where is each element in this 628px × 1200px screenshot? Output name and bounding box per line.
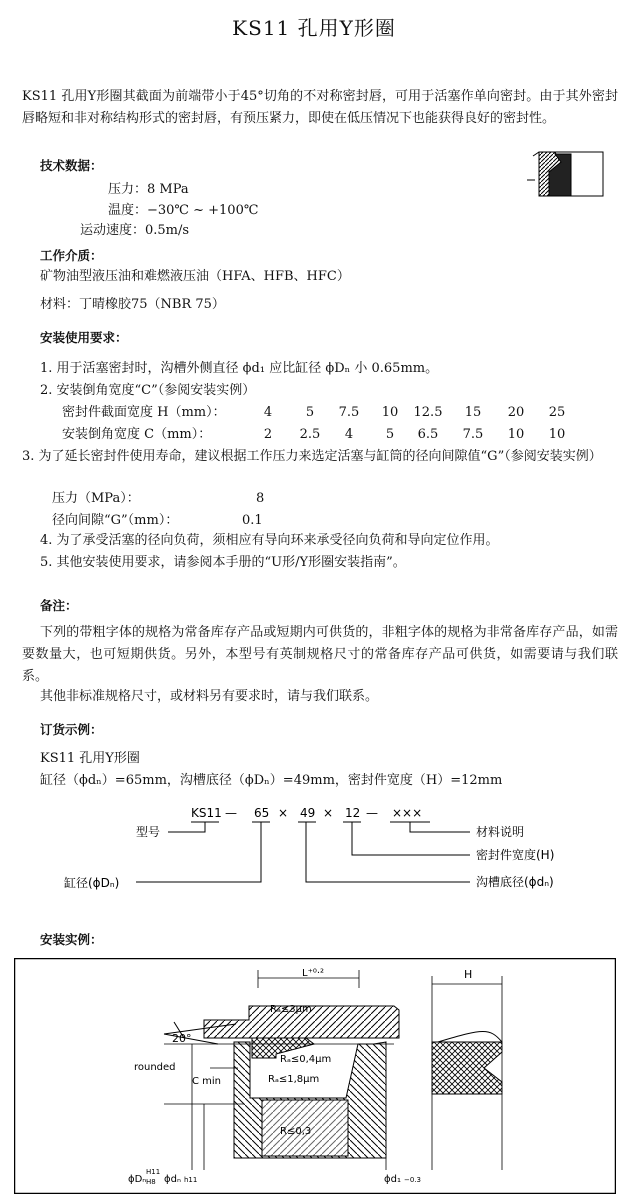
code-times-2: × bbox=[323, 806, 334, 820]
table-row-c bbox=[0, 426, 628, 444]
install-item-5: 5. 其他安装使用要求，请参阅本手册的“U形/Y形圈安装指南”。 bbox=[40, 555, 406, 570]
table-cell: 10 bbox=[381, 405, 399, 420]
tech-pressure: 压力：8 MPa bbox=[108, 182, 189, 197]
material-text: 材料：丁晴橡胶75（NBR 75） bbox=[40, 297, 225, 312]
label-r-03: R≤0,3 bbox=[280, 1126, 312, 1137]
label-bore: 缸径(ϕDₙ) bbox=[64, 876, 120, 890]
table-cell: 7.5 bbox=[462, 427, 484, 442]
page-title: KS11 孔用Y形圈 bbox=[232, 16, 396, 40]
table-cell: 20 bbox=[507, 405, 525, 420]
table-cell: 15 bbox=[464, 405, 482, 420]
table-cell: 2.5 bbox=[299, 427, 321, 442]
code-groove-value: 49 bbox=[300, 806, 316, 820]
gap-value: 0.1 bbox=[242, 513, 263, 528]
table-cell: 10 bbox=[548, 427, 566, 442]
install-heading: 安装使用要求： bbox=[40, 330, 128, 345]
medium-text: 矿物油型液压油和难燃液压油（HFA、HFB、HFC） bbox=[40, 269, 350, 284]
code-dash-1: — bbox=[225, 806, 237, 820]
label-ra-18: Rₐ≤1,8μm bbox=[268, 1074, 320, 1085]
label-material: 材料说明 bbox=[476, 825, 525, 839]
label-dnh-tol: h11 bbox=[184, 1176, 198, 1184]
label-rounded: rounded bbox=[134, 1062, 176, 1073]
table-cell: 4 bbox=[344, 427, 354, 442]
gap-label: 径向间隙“G”（mm）： bbox=[52, 513, 179, 528]
example-heading: 安装实例： bbox=[40, 932, 103, 947]
label-model: 型号 bbox=[136, 825, 161, 839]
code-dash-2: — bbox=[366, 806, 378, 820]
code-material-value: ××× bbox=[392, 806, 423, 820]
notes-heading: 备注： bbox=[40, 598, 78, 613]
table-cell: 4 bbox=[263, 405, 273, 420]
label-width: 密封件宽度(H) bbox=[476, 848, 555, 862]
table-row-h bbox=[0, 404, 628, 422]
label-L: L⁺⁰·² bbox=[302, 968, 325, 979]
install-item-1: 1. 用于活塞密封时，沟槽外侧直径 ϕd₁ 应比缸径 ϕDₙ 小 0.65mm。 bbox=[40, 361, 439, 376]
pressure-value: 8 bbox=[256, 491, 265, 506]
label-dn-tol: H11 bbox=[146, 1168, 161, 1176]
install-item-3: 3. 为了延长密封件使用寿命，建议根据工作压力来选定活塞与缸筒的径向间隙值“G”（参阅安装实例） bbox=[22, 449, 602, 464]
label-ra-04: Rₐ≤0,4μm bbox=[280, 1054, 332, 1065]
tech-temperature: 温度：−30℃ ~ +100℃ bbox=[108, 203, 259, 218]
tech-speed: 运动速度：0.5m/s bbox=[80, 223, 190, 238]
table-row-label-h: 密封件截面宽度 H（mm）： bbox=[62, 405, 226, 420]
label-d1: ϕd₁ bbox=[384, 1174, 401, 1185]
table-cell: 10 bbox=[507, 427, 525, 442]
table-cell: 25 bbox=[548, 405, 566, 420]
label-groove: 沟槽底径(ϕdₙ) bbox=[476, 875, 554, 889]
order-heading: 订货示例： bbox=[40, 722, 103, 737]
installation-drawing bbox=[14, 958, 616, 1194]
code-model: KS11 bbox=[191, 806, 222, 820]
table-cell: 2 bbox=[263, 427, 273, 442]
order-code-diagram bbox=[0, 796, 628, 906]
notes-paragraph-2: 其他非标准规格尺寸，或材料另有要求时，请与我们联系。 bbox=[40, 689, 379, 704]
install-item-4: 4. 为了承受活塞的径向负荷，须相应有导向环来承受径向负荷和导向定位作用。 bbox=[40, 533, 499, 548]
label-angle: 20° bbox=[172, 1032, 192, 1045]
code-bore-value: 65 bbox=[254, 806, 270, 820]
tech-data-heading: 技术数据： bbox=[40, 158, 103, 173]
label-cmin: C min bbox=[192, 1076, 222, 1087]
seal-thumbnail-image bbox=[525, 146, 605, 206]
table-cell: 5 bbox=[305, 405, 315, 420]
table-cell: 6.5 bbox=[417, 427, 439, 442]
code-width-value: 12 bbox=[345, 806, 361, 820]
notes-paragraph-1: 下列的带粗字体的规格为常备库存产品或短期内可供货的，非粗字体的规格为非常备库存产品，如需要数量大，也可短期供货。另外，本型号有英制规格尺寸的常备库存产品可供货，如需要请与我们联系。 bbox=[22, 625, 618, 684]
install-item-2: 2. 安装倒角宽度“C”（参阅安装实例） bbox=[40, 383, 256, 398]
medium-heading: 工作介质： bbox=[40, 248, 103, 263]
label-dn: ϕDₙ bbox=[128, 1174, 147, 1185]
label-dnh: ϕdₙ bbox=[164, 1174, 181, 1185]
pressure-label: 压力（MPa）： bbox=[52, 491, 140, 506]
table-row-label-c: 安装倒角宽度 C（mm）： bbox=[62, 427, 212, 442]
order-line-1: KS11 孔用Y形圈 bbox=[40, 751, 140, 766]
intro-paragraph: KS11 孔用Y形圈其截面为前端带小于45°切角的不对称密封唇，可用于活塞作单向密封。由于其外密封唇略短和非对称结构形式的密封唇，有预压紧力，即使在低压情况下也能获得良好的密封性。 bbox=[22, 89, 618, 126]
table-cell: 5 bbox=[385, 427, 395, 442]
order-line-2: 缸径（ϕdₙ）=65mm，沟槽底径（ϕDₙ）=49mm，密封件宽度（H）=12mm bbox=[40, 773, 503, 788]
table-cell: 12.5 bbox=[413, 405, 443, 420]
code-times-1: × bbox=[278, 806, 289, 820]
label-H: H bbox=[464, 968, 473, 981]
table-cell: 7.5 bbox=[338, 405, 360, 420]
label-dn-tol-2: H8 bbox=[146, 1178, 156, 1186]
label-ra-3: Rₐ≤3μm bbox=[270, 1004, 312, 1015]
label-d1-tol: −0.3 bbox=[404, 1176, 421, 1184]
